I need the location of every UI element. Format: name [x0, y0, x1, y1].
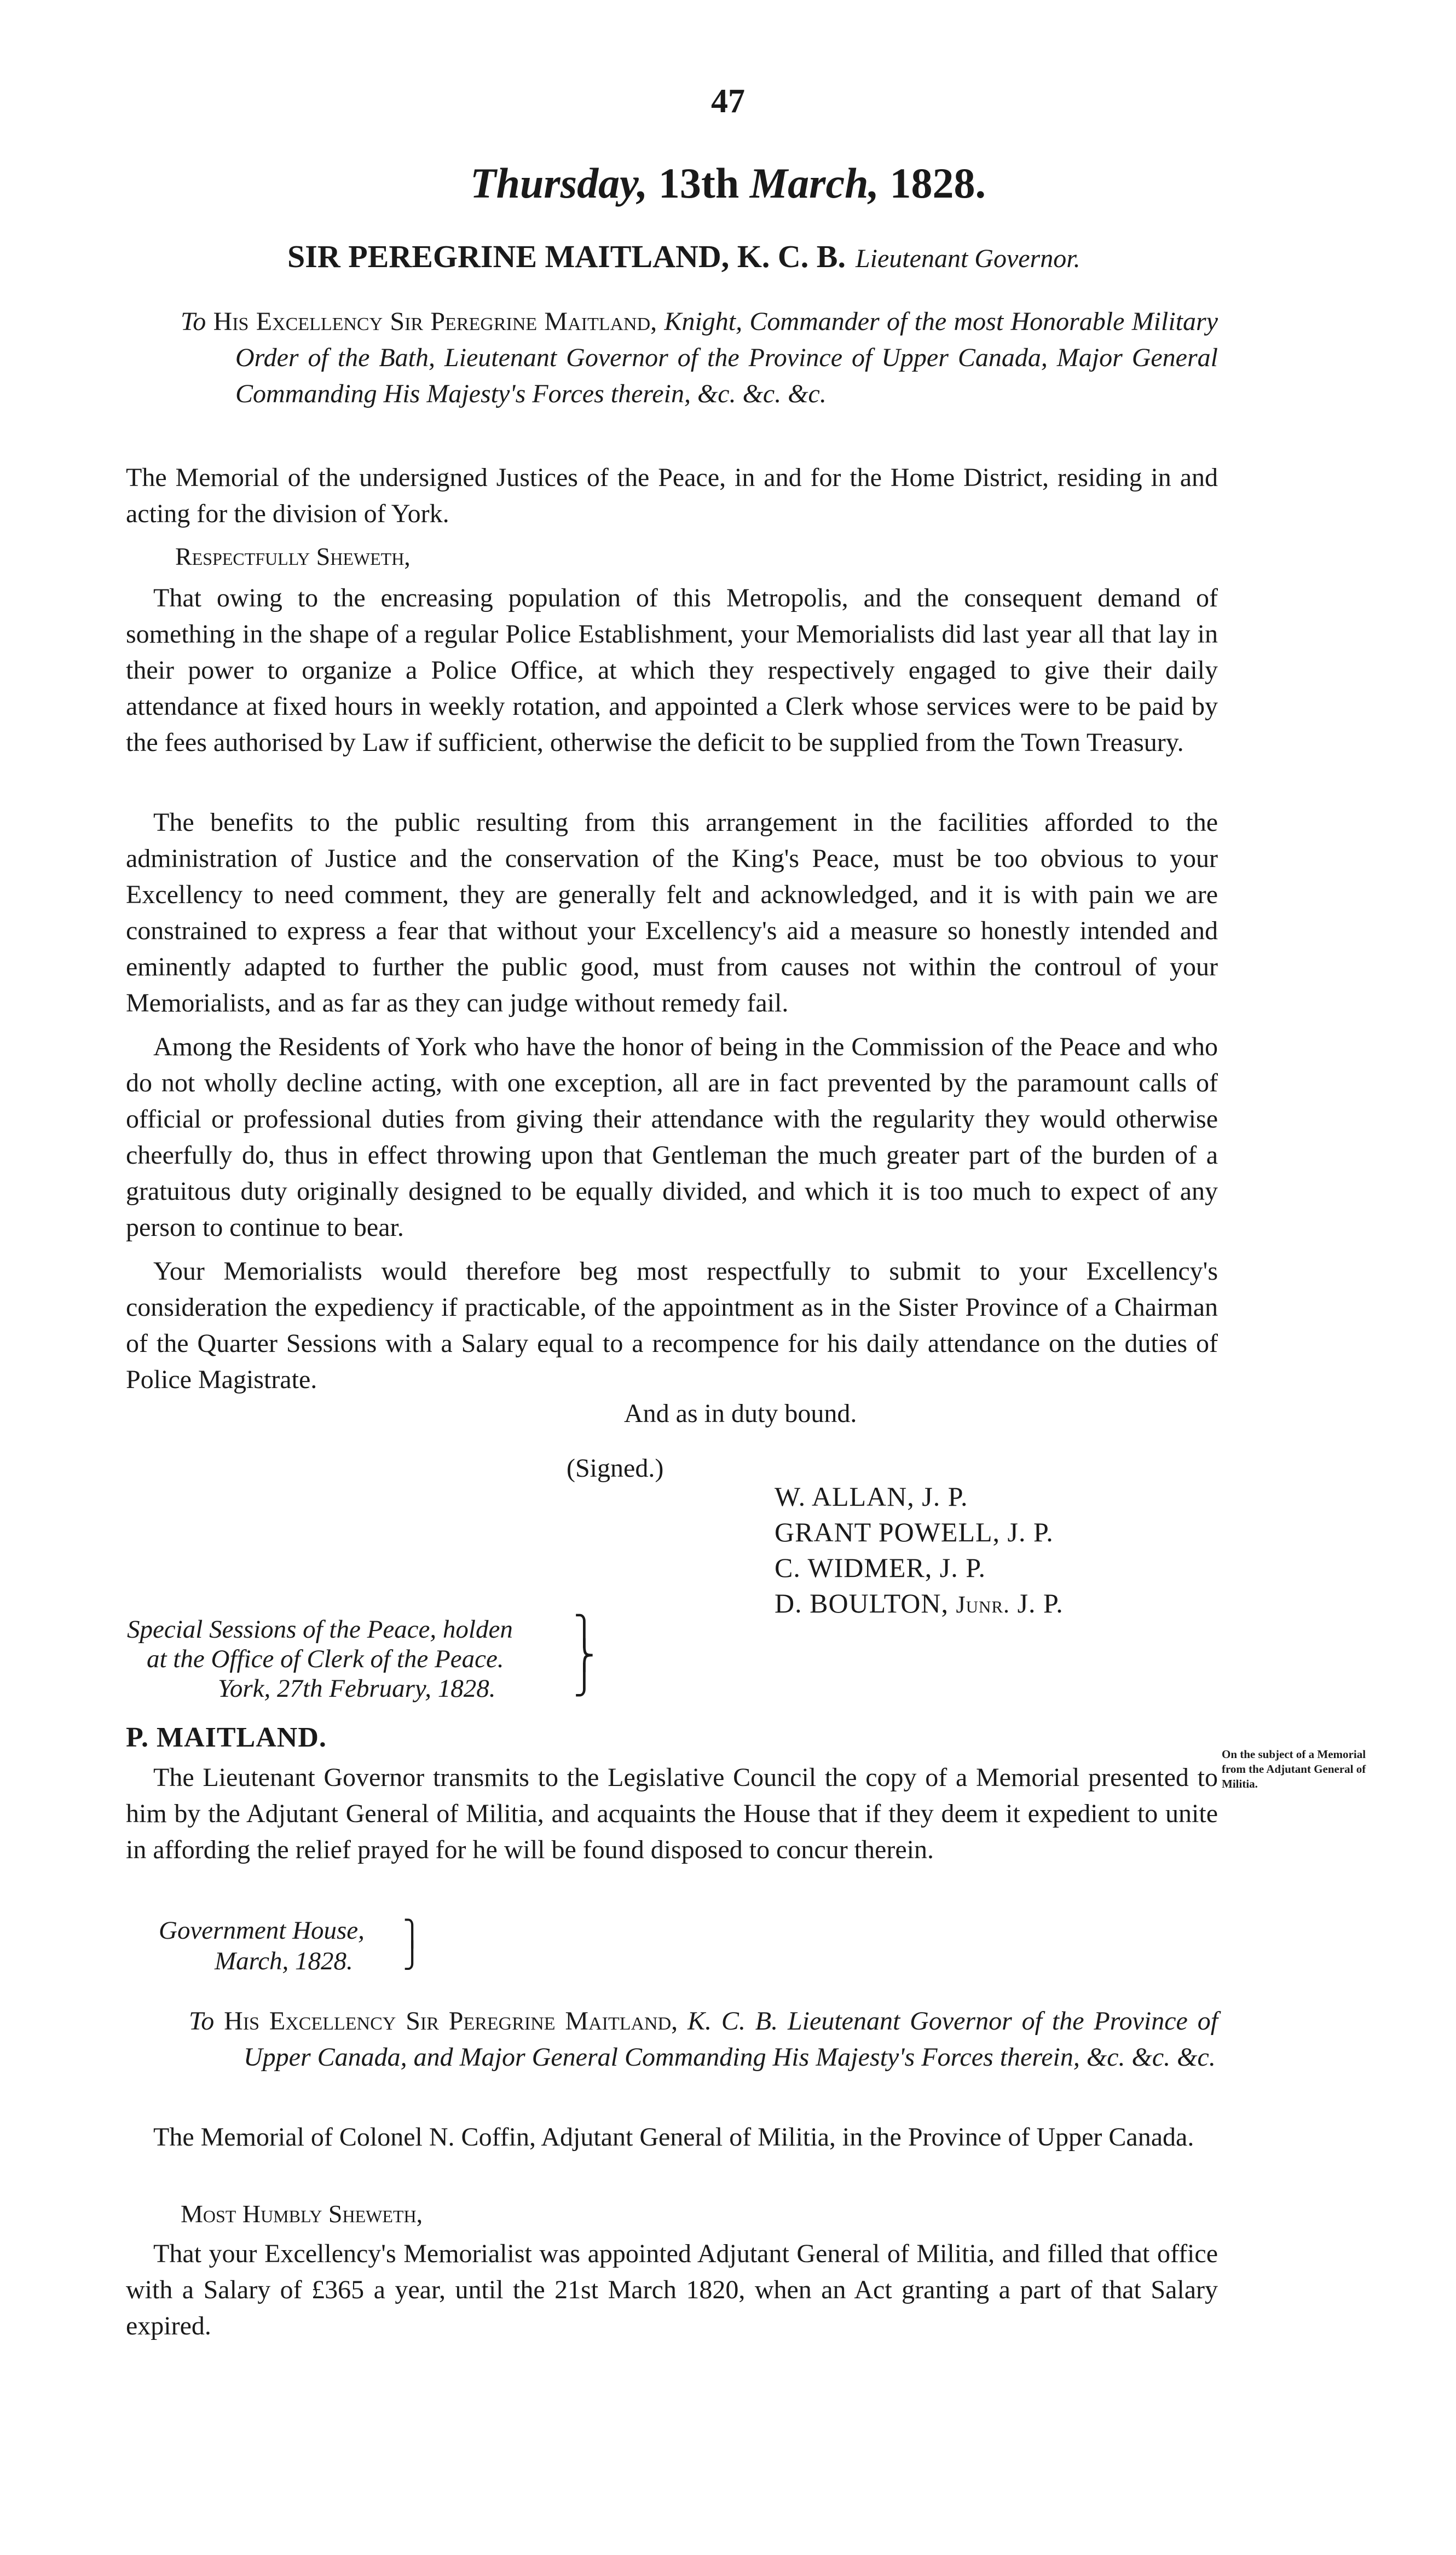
signatory: GRANT POWELL, J. P.: [775, 1517, 1054, 1547]
memorial2-address-rest: K. C. B. Lieutenant Governor of the Province of Upper Canada, and Major General Commanding His Majesty's Forces therein, &c. &c. &c.: [244, 2007, 1218, 2072]
place-brace: ⎫ ⎭: [403, 1918, 422, 1970]
message-heading: P. MAITLAND.: [126, 1722, 327, 1753]
memorial2-address-to: To: [189, 2007, 215, 2036]
memorial1-paragraph: That owing to the encreasing population of this Metropolis, and the consequent demand of something in the shape of a regular Police Establishment, your Memorialists did last year all that lay in their power to organize a Police Office, at which they respectively engaged to give their daily attendance at fixed hours in weekly rotation, and appointed a Clerk whose services were to be paid by the fees authorised by Law if sufficient, otherwise the deficit to be supplied from the Town Treasury.: [126, 583, 1218, 757]
memorial1-intro: The Memorial of the undersigned Justices of the Peace, in and for the Home District, residing in and acting for the division of York.: [126, 463, 1218, 528]
memorial2-paragraph: That your Excellency's Memorialist was appointed Adjutant General of Militia, and filled that office with a Salary of £365 a year, until the 21st March 1820, when an Act granting a part of that Salary expired.: [126, 2239, 1218, 2340]
signatory: [775, 1587, 1064, 1619]
memorial1-address: [181, 304, 1218, 412]
memorial1-paragraph: Among the Residents of York who have the honor of being in the Commission of the Peace and who do not wholly decline acting, with one exception, all are in fact prevented by the paramount calls of official or professional duties from giving their attendance with the regularity they would otherwise cheerfully do, thus in effect throwing upon that Gentleman the much greater part of the burden of a gratuitous duty originally designed to be equally divided, and which it is too much to expect of any person to continue to bear.: [126, 1032, 1218, 1242]
memorial1-address-to: To: [181, 307, 206, 336]
date-year: 1828.: [889, 159, 986, 207]
governor-heading: [287, 238, 1081, 275]
date-date: 13th: [658, 159, 739, 207]
message-body: The Lieutenant Governor transmits to the Legislative Council the copy of a Memorial presented to him by the Adjutant General of Militia, and acquaints the House that if they deem it expedient to unite in affording the relief prayed for he will be found disposed to concur therein.: [126, 1763, 1218, 1864]
sessions-note-line: Special Sessions of the Peace, holden: [127, 1615, 513, 1644]
governor-name: SIR PEREGRINE MAITLAND, K. C. B.: [287, 239, 846, 274]
memorial1-salutation: Respectfully Sheweth,: [175, 542, 411, 570]
sessions-note-line: York, 27th February, 1828.: [218, 1674, 496, 1703]
sessions-note-line: at the Office of Clerk of the Peace.: [147, 1645, 504, 1673]
message-place-line: March, 1828.: [215, 1947, 353, 1975]
sessions-brace: ⎫ ⎬ ⎭: [574, 1615, 595, 1697]
memorial1-address-rest: Knight, Commander of the most Honorable Military Order of the Bath, Lieutenant Governor of the Province of Upper Canada, Major General Commanding His Majesty's Forces therein, &c. &c. &c.: [235, 307, 1218, 408]
date-heading: [0, 159, 1456, 208]
memorial1-signed: (Signed.): [567, 1454, 664, 1483]
signatory-last-suffix: Junr.: [956, 1591, 1010, 1618]
memorial2-address-name: His Excellency Sir Peregrine Maitland,: [224, 2007, 678, 2036]
memorial1-paragraph: The benefits to the public resulting from this arrangement in the facilities afforded to the administration of Justice and the conservation of the King's Peace, must be too obvious to your Excellency to need comment, they are generally felt and acknowledged, and it is with pain we are constrained to express a fear that without your Excellency's aid a measure so honestly intended and eminently adapted to further the public good, must from causes not within the controul of your Memorialists, and as far as they can judge without remedy fail.: [126, 808, 1218, 1018]
memorial2-address: [189, 2003, 1218, 2076]
date-month: March,: [749, 159, 879, 207]
governor-title: Lieutenant Governor.: [855, 244, 1081, 273]
memorial1-closing: And as in duty bound.: [624, 1399, 857, 1428]
signatory-last-name: D. BOULTON,: [775, 1588, 949, 1618]
message-place-line: Government House,: [159, 1916, 365, 1945]
page-number: 47: [711, 83, 745, 120]
memorial2-intro: The Memorial of Colonel N. Coffin, Adjutant General of Militia, in the Province of Upper Canada.: [153, 2123, 1194, 2152]
signatory: C. WIDMER, J. P.: [775, 1552, 986, 1583]
memorial1-address-name: His Excellency Sir Peregrine Maitland,: [213, 307, 657, 336]
margin-note: On the subject of a Memorial from the Adjutant General of Militia.: [1222, 1748, 1366, 1790]
memorial1-paragraph: Your Memorialists would therefore beg most respectfully to submit to your Excellency's consideration the expediency if practicable, of the appointment as in the Sister Province of a Chairman of the Quarter Sessions with a Salary equal to a recompence for his daily attendance on the duties of Police Magistrate.: [126, 1257, 1218, 1394]
signatory-last-jp: J. P.: [1017, 1588, 1064, 1618]
date-day: Thursday,: [470, 159, 648, 207]
memorial2-salutation: Most Humbly Sheweth,: [181, 2200, 423, 2228]
signatory: W. ALLAN, J. P.: [775, 1481, 968, 1512]
